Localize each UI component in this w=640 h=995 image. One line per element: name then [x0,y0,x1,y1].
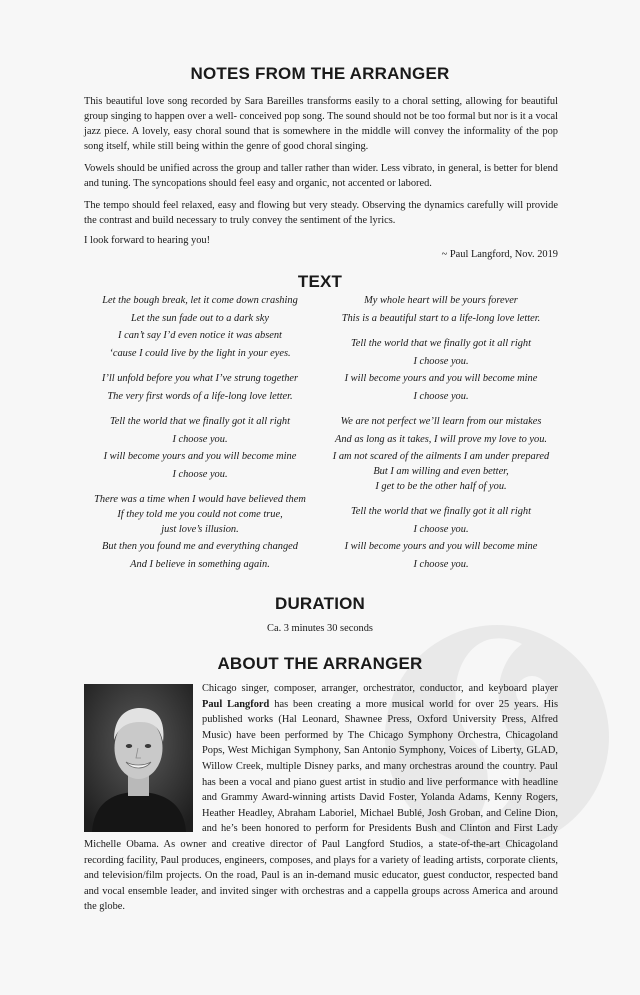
lyric-line: I’ll unfold before you what I’ve strung together [101,373,299,384]
lyric-line: My whole heart will be yours forever [364,295,518,306]
notes-body [84,94,558,265]
lyric-line: Let the bough break, let it come down crashing [102,295,298,306]
lyric-line: The very first words of a life-long love letter. [107,390,293,402]
lyric-line: I choose you. [413,355,469,367]
notes-paragraph: Vowels should be unified across the group and taller rather than wider. Less vibrato, in general, is better for blend and tuning. The syncopations should feel easy and organic, not accented or labored. [84,163,558,189]
duration-heading: DURATION [274,594,366,613]
lyric-line: This is a beautiful start to a life-long love letter. [341,312,541,324]
lyrics-stanza [321,413,561,495]
lyric-line: I am not scared of the ailments I am under prepared [332,451,550,462]
lyric-line: I choose you. [172,468,228,480]
lyric-line: Let the sun fade out to a dark sky [131,312,269,324]
lyric-line: If they told me you could not come true, [117,508,283,520]
lyric-line: Tell the world that we finally got it all right [109,416,291,427]
text-heading: TEXT [297,272,343,291]
lyric-line: We are not perfect we’ll learn from our mistakes [340,416,542,427]
notes-heading: NOTES FROM THE ARRANGER [190,64,450,83]
notes-paragraph: The tempo should feel relaxed, easy and flowing but very steady. Observing the dynamics carefully will provide the contrast and build necessary to truly convey the sentiment of the lyrics. [84,200,558,226]
notes-closing [84,235,558,265]
lyrics-stanza [80,370,320,405]
photo-spacer [84,681,202,833]
bio-text-intro: Chicago singer, composer, arranger, orchestrator, conductor, and keyboard player [202,683,558,694]
lyric-line: I get to be the other half of you. [375,480,507,492]
about-heading: ABOUT THE ARRANGER [217,654,423,673]
lyric-line: And as long as it takes, I will prove my love to you. [334,433,547,445]
lyric-line: I can’t say I’d even notice it was absent [118,330,282,341]
lyric-line: There was a time when I would have believed them [94,494,306,505]
lyrics-left-column [80,292,320,581]
lyric-line: I will become yours and you will become mine [344,373,538,384]
lyric-line: But then you found me and everything changed [102,541,298,552]
lyric-line: I choose you. [172,433,228,445]
lyric-line: just love’s illusion. [161,523,239,535]
lyrics-right-column [321,292,561,581]
lyric-line: I choose you. [413,523,469,535]
lyrics-stanza [321,292,561,327]
closing-line: I look forward to hearing you! [84,235,211,246]
lyric-line: Tell the world that we finally got it all right [350,338,532,349]
lyrics-stanza [321,503,561,573]
lyric-line: Tell the world that we finally got it all right [350,506,532,517]
duration-value: Ca. 3 minutes 30 seconds [267,623,373,634]
arranger-signature: ~ Paul Langford, Nov. 2019 [441,249,558,260]
bio-text-body: has been creating a more musical world for over 25 years. His published works (Hal Leonard, Shawnee Press, Oxford University Press, Alfred Music) have been performed by The Chicago Symphony Orchestra, Chicagoland Pops, West Michigan Symphony, San Antonio Symphony, Voices of Liberty, GLAD, Willow Creek, multiple Disney parks, and many orchestras around the country. Paul has been a vocal and piano guest artist in studio and live performance with headline and Grammy Award-winning artists David Foster, Yolanda Adams, Kenny Rogers, Heather Headley, Abraham Laboriel, Michael Bublé, Josh Groban, and Celine Dion, and he’s been honored to perform for Presidents Bush and Clinton and First Lady Michelle Obama. As owner and creative director of Paul Langford Studios, a state-of-the-art Chicagoland recording facility, Paul produces, engineers, composes, and plays for a variety of leading artists, corporate clients, and television/film projects. On the road, Paul is an in-demand music educator, guest conductor, respected band and vocal ensemble leader, and invited singer with orchestras and a cappella groups across America and around the globe. [84,698,559,913]
lyric-line: But I am willing and even better, [373,465,509,477]
lyric-line: And I believe in something again. [130,558,270,570]
lyric-line: I will become yours and you will become mine [103,451,297,462]
lyrics-stanza [80,491,320,573]
lyric-line: I will become yours and you will become mine [344,541,538,552]
lyrics-stanza [80,292,320,362]
lyrics-stanza [80,413,320,483]
notes-paragraph: This beautiful love song recorded by Sara Bareilles transforms easily to a choral setting, allowing for beautiful group singing to happen over a well- conceived pop song. The sound should not be too formal but nor is it a vocal jazz piece. A lovely, easy choral sound that is somewhere in the middle will convey the informality of the pop song itself, while still being within the genre of good choral singing. [84,96,558,152]
lyrics-stanza [321,335,561,405]
lyric-line: I choose you. [413,558,469,570]
lyric-line: I choose you. [413,390,469,402]
lyric-line: ‘cause I could live by the light in your eyes. [109,347,291,359]
arranger-name: Paul Langford [202,698,270,710]
arranger-bio [84,681,558,915]
